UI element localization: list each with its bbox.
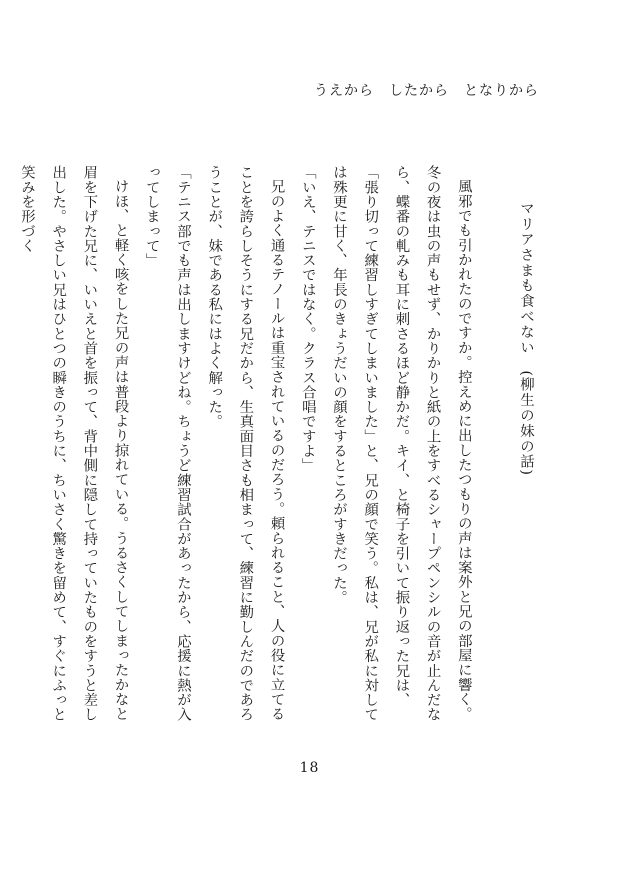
- paragraph-dialogue-2: 「テニス部でも声は出しますけどね。ちょうど練習試合があったから、応援に熱が入ってしまって」: [143, 165, 191, 722]
- running-header: うえから したから となりから: [314, 83, 539, 99]
- story-title: マリアさまも食べない (柳生の妹の話): [518, 201, 534, 477]
- paragraph-narration-2: 兄のよく通るテノールは重宝されているのだろう。頼られること、人の役に立てることを誇らしそうにする兄だから、生真面目さも相まって、練習に勤しんだのであろうことが、妹である私にはよく解った。: [206, 165, 285, 722]
- paragraph-dialogue-1: 「いえ、テニスではなく。クラス合唱ですよ」: [299, 165, 316, 473]
- paragraph-narration-3: けほ、と軽く咳をした兄の声は普段より掠れている。うるさくしてしまったかなと眉を下げた兄に、いいえと首を振って、背中側に隠して持っていたものをすうと差し出した。やさしい兄はひとつの瞬きのうちに、ちいさく驚きを留めて、すぐにふっと笑みを形づく: [18, 165, 129, 722]
- paragraph-narration-1: 風邪でも引かれたのですか。控えめに出したつもりの声は案外と兄の部屋に響く。冬の夜は虫の声もせず、かりかりと紙の上をすべるシャープペンシルの音が止んだなら、蝶番の軋みも耳に刺さるほど静かだ。キイ、と椅子を引いて振り返った兄は、「張り切って練習しすぎてしまいました」と、兄の顔で笑う。私は、兄が私に対しては殊更に甘く、年長のきょうだいの顔をするところがすきだった。: [330, 165, 472, 722]
- story-body: [11, 165, 541, 725]
- page-number: 18: [299, 760, 320, 776]
